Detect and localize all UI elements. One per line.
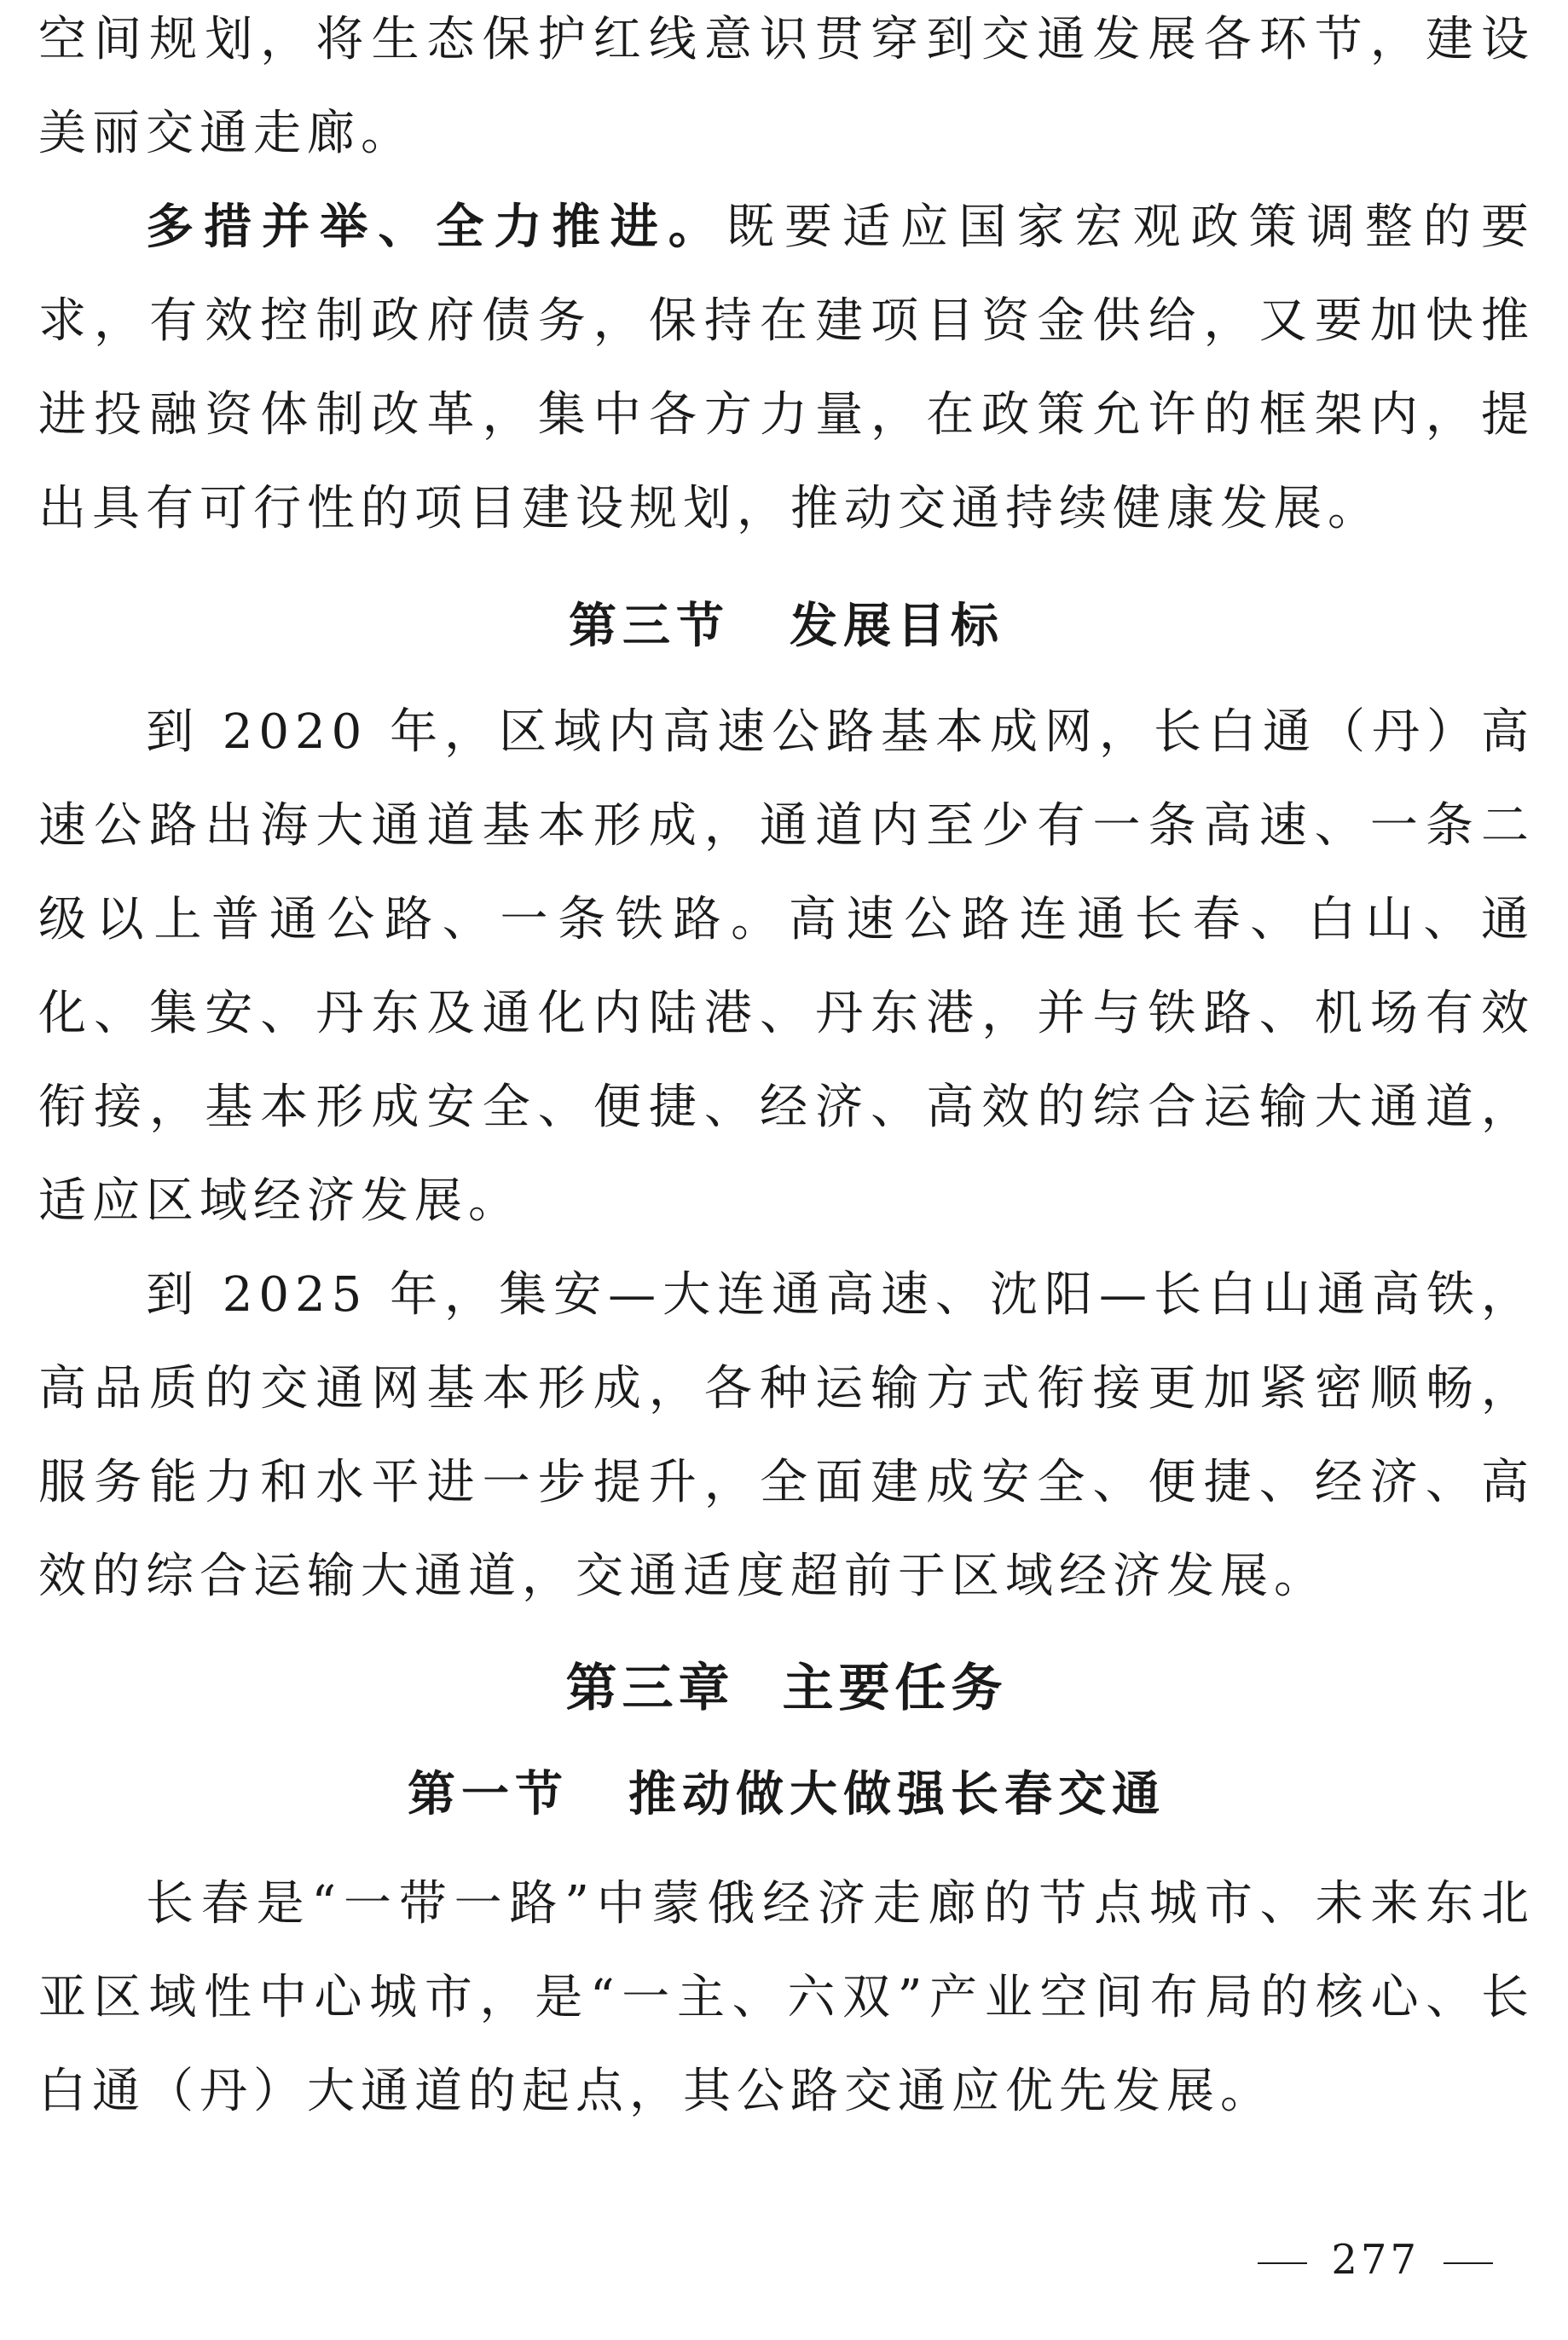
section-number: 第三节 [569,599,730,654]
paragraph-text: 到 2020 年，区域内高速公路基本成网，长白通（丹）高速公路出海大通道基本形成，通道内至少有一条高速、一条二级以上普通公路、一条铁路。高速公路连通长春、白山、通化、集安、丹东及通化内陆港、丹东港，并与铁路、机场有效衔接，基本形成安全、便捷、经济、高效的综合运输大通道，适应区域经济发展。 [38,704,1535,1229]
footer-dash-right [1444,2262,1493,2264]
chapter-number: 第三章 [565,1659,735,1718]
section-title: 推动做大做强长春交通 [628,1767,1166,1822]
section-heading-changchun [38,1748,1535,1842]
paragraph-changchun [38,1857,1535,2139]
paragraph-goal-2025 [38,1248,1535,1624]
chapter-title: 主要任务 [782,1659,1008,1718]
section-number: 第一节 [408,1767,569,1822]
section-heading-goals [38,580,1535,674]
paragraph-text: 长春是“一带一路”中蒙俄经济走廊的节点城市、未来东北亚区域性中心城市，是“一主、六双”产业空间布局的核心、长白通（丹）大通道的起点，其公路交通应优先发展。 [38,1876,1535,2119]
paragraph-ecology [38,0,1535,181]
footer-dash-left [1258,2262,1307,2264]
page-number: 277 [1331,2236,1420,2284]
chapter-heading-main-tasks [38,1629,1535,1748]
paragraph-text: 既要适应国家宏观政策调整的要求，有效控制政府债务，保持在建项目资金供给，又要加快推进投融资体制改革，集中各方力量，在政策允许的框架内，提出具有可行性的项目建设规划，推动交通持续健康发展。 [38,200,1536,536]
paragraph-text: 到 2025 年，集安—大连通高速、沈阳—长白山通高铁，高品质的交通网基本形成，各种运输方式衔接更加紧密顺畅，服务能力和水平进一步提升，全面建成安全、便捷、经济、高效的综合运输大通道，交通适度超前于区域经济发展。 [38,1267,1535,1604]
section-title: 发展目标 [790,599,1004,654]
paragraph-text: 空间规划，将生态保护红线意识贯穿到交通发展各环节，建设美丽交通走廊。 [38,12,1535,161]
page-content [38,0,1535,2139]
paragraph-lead-phrase: 多措并举、全力推进。 [146,200,726,255]
paragraph-goal-2020 [38,686,1535,1248]
paragraph-measures [38,181,1535,556]
page-footer [1234,2226,1517,2294]
